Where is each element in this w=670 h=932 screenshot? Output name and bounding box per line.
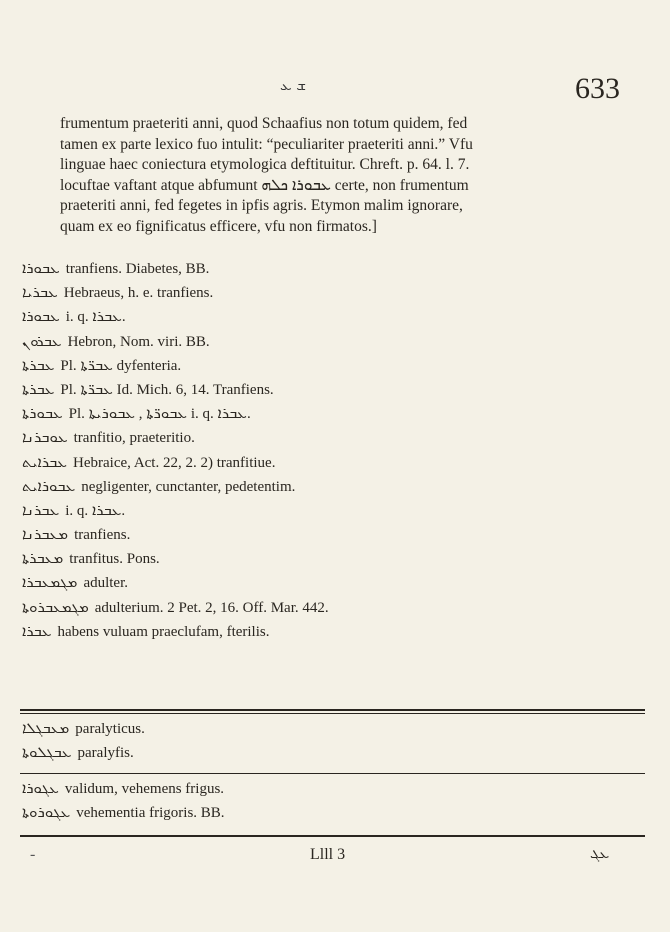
entry-headword: ܥܓܘܪܘܬܐ: [22, 803, 71, 822]
dictionary-entry: [22, 425, 642, 449]
entry-headword: ܡܓܡܥܒܪܐ: [22, 573, 78, 592]
dictionary-entry: [22, 522, 642, 546]
dictionary-entries: [22, 256, 642, 643]
dictionary-entry: [22, 800, 642, 824]
dictionary-entry: [22, 619, 642, 643]
entry-headword: ܥܒܘܪܐܝܬ: [22, 476, 76, 495]
paragraph-line: quam ex eo fignificatus efficere, vfu non firmatos.]: [60, 217, 377, 235]
page-footer: [0, 846, 670, 876]
dictionary-entries-section-3: [22, 776, 642, 824]
entry-headword: ܥܒܪܐܝܬ: [22, 452, 68, 471]
entry-definition: validum, vehemens frigus.: [64, 781, 225, 797]
entry-headword: ܥܒܪܝܐ: [22, 283, 58, 302]
entry-headword: ܥܒܓܠܘܬܐ: [22, 743, 72, 762]
entry-definition: adulterium. 2 Pet. 2, 16. Off. Mar. 442.: [94, 599, 329, 616]
signature-mark: Llll 3: [310, 846, 346, 863]
entry-headword: ܥܒܘܪܐ: [22, 307, 60, 326]
entry-definition: paralyfis.: [77, 745, 134, 762]
footer-mark: -: [30, 846, 36, 863]
dictionary-entry: [22, 280, 642, 304]
entry-definition: negligenter, cunctanter, pedetentim.: [81, 478, 296, 495]
entry-definition: vehementia frigoris. BB.: [76, 805, 225, 822]
page-number: 633: [575, 72, 620, 105]
dictionary-entry: [22, 776, 642, 800]
dictionary-entry: [22, 377, 642, 401]
section-divider: [20, 709, 645, 711]
catchword: ܥܓ: [590, 844, 610, 862]
section-divider: [20, 835, 645, 837]
dictionary-entry: [22, 546, 642, 570]
entry-headword: ܡܥܒܪܢܐ: [22, 525, 69, 544]
entry-definition: Hebraice, Act. 22, 2. 2) tranfitiue.: [73, 454, 276, 471]
section-divider: [20, 773, 645, 774]
paragraph-line: frumentum praeteriti anni, quod Schaafius non totum quidem, fed: [60, 115, 468, 132]
entry-headword: ܥܒܘܪܐ: [22, 259, 60, 277]
entry-headword: ܥܒܪܘܢ: [22, 331, 62, 350]
dictionary-entry: [22, 450, 642, 474]
dictionary-entry: [22, 740, 642, 764]
page-header: [0, 72, 670, 105]
dictionary-entry: [22, 716, 642, 740]
entry-definition: tranfitio, praeteritio.: [73, 430, 195, 447]
entry-definition: habens vuluam praeclufam, fterilis.: [57, 623, 270, 640]
entry-definition: i. q. ܥܒܪܐ.: [65, 309, 126, 326]
entry-headword: ܡܥܒܓܠܐ: [22, 719, 70, 737]
entry-definition: tranfitus. Pons.: [69, 551, 160, 568]
entry-headword: ܥܒܪܬܐ: [22, 355, 55, 374]
dictionary-entry: [22, 570, 642, 594]
dictionary-entry: [22, 595, 642, 619]
running-head-syriac: ܫ ܥ: [280, 76, 306, 94]
entry-headword: ܥܘܒܪܢܐ: [22, 428, 68, 447]
entry-headword: ܥܒܘܪܬܐ: [22, 404, 63, 423]
dictionary-entries-section-2: [22, 716, 642, 764]
entry-definition: adulter.: [83, 575, 129, 592]
entry-definition: i. q. ܥܒܪܐ.: [65, 502, 126, 519]
entry-headword: ܡܓܡܥܒܪܘܬܐ: [22, 597, 89, 616]
paragraph-line: locuftae vaftant atque abfumunt ܥܒܘܪܐ ܟܠܗ certe, non frumentum: [60, 176, 469, 194]
paragraph-line: tamen ex parte lexico fuo intulit: “peculiariter praeteriti anni.” Vfu: [60, 135, 473, 153]
paragraph-line: praeteriti anni, fed fegetes in ipfis agris. Etymon malim ignorare,: [60, 197, 463, 214]
paragraph-line: linguae haec coniectura etymologica deftituitur. Chreft. p. 64. l. 7.: [60, 156, 470, 173]
entry-headword: ܡܥܒܪܬܐ: [22, 549, 64, 568]
entry-definition: tranfiens.: [74, 527, 131, 544]
dictionary-entry: [22, 474, 642, 498]
dictionary-entry: [22, 353, 642, 377]
intro-paragraph: [60, 114, 620, 237]
entry-headword: ܥܒܪܬܐ: [22, 379, 55, 398]
entry-definition: paralyticus.: [75, 721, 145, 737]
entry-definition: Hebron, Nom. viri. BB.: [67, 333, 210, 350]
entry-headword: ܥܓܘܪܐ: [22, 779, 59, 797]
entry-definition: Pl. ܥܒܪ̈ܬܐ dyfenteria.: [60, 357, 182, 374]
section-divider: [20, 713, 645, 714]
dictionary-entry: [22, 498, 642, 522]
dictionary-entry: [22, 329, 642, 353]
dictionary-entry: [22, 304, 642, 328]
entry-definition: Pl. ܥܒܘܪ̈ܬܐ , ܥܒܘܪܝܬܐ i. q. ܥܒܪܐ.: [68, 406, 251, 423]
entry-definition: Hebraeus, h. e. tranfiens.: [63, 285, 214, 302]
dictionary-entry: [22, 256, 642, 280]
entry-definition: Pl. ܥܒܪ̈ܬܐ Id. Mich. 6, 14. Tranfiens.: [60, 381, 274, 398]
entry-definition: tranfiens. Diabetes, BB.: [65, 261, 210, 277]
entry-headword: ܥܒܪܢܐ: [22, 500, 60, 519]
dictionary-entry: [22, 401, 642, 425]
entry-headword: ܥܒܪܐ: [22, 621, 52, 640]
